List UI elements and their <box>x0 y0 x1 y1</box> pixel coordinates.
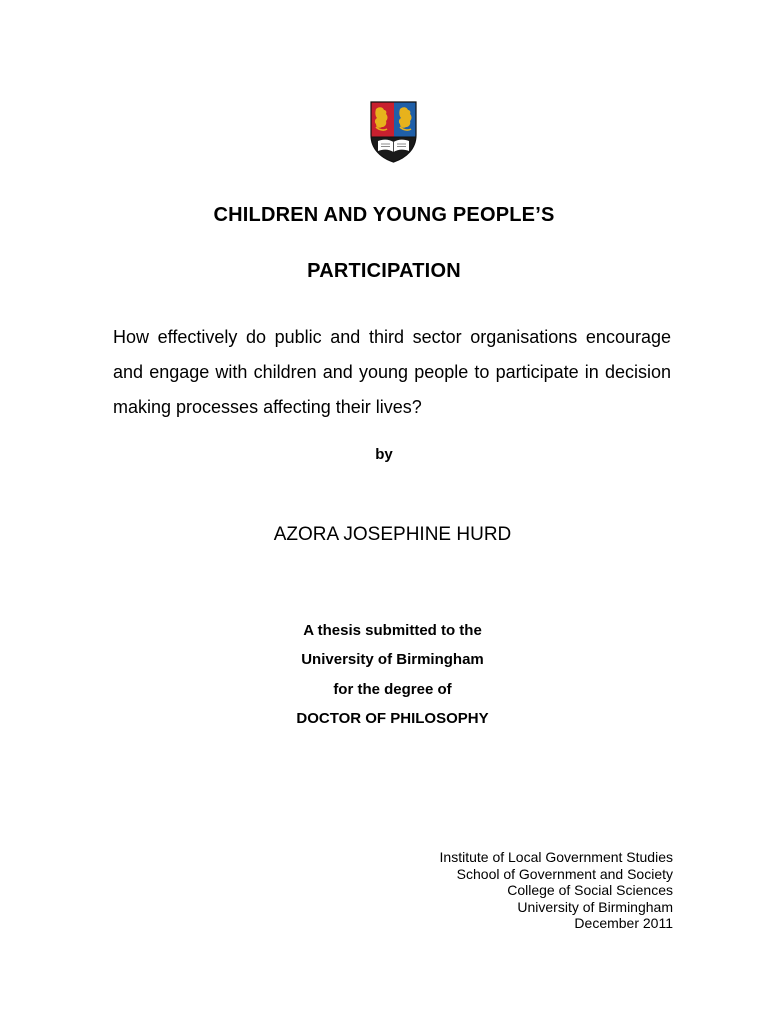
thesis-title-line-1: CHILDREN AND YOUNG PEOPLE’S <box>213 204 555 226</box>
thesis-subtitle: How effectively do public and third sector organisations encourage and engage with children and young people to participate in decision making processes affecting their lives? <box>113 327 671 417</box>
submission-line: DOCTOR OF PHILOSOPHY <box>296 709 489 727</box>
submission-line: University of Birmingham <box>301 651 484 669</box>
submission-line: for the degree of <box>333 680 452 698</box>
submission-statement <box>0 616 768 733</box>
affiliation-line: University of Birmingham <box>517 898 673 915</box>
submission-line: A thesis submitted to the <box>303 622 482 639</box>
by-label: by <box>375 446 393 463</box>
thesis-title-line-2: PARTICIPATION <box>307 260 461 282</box>
affiliation-line: Institute of Local Government Studies <box>439 849 673 865</box>
university-crest-icon <box>370 101 417 163</box>
affiliation-block <box>440 849 673 932</box>
affiliation-date: December 2011 <box>574 915 673 932</box>
author-name: AZORA JOSEPHINE HURD <box>273 524 512 545</box>
affiliation-line: College of Social Sciences <box>507 882 673 899</box>
affiliation-line: School of Government and Society <box>456 865 673 882</box>
